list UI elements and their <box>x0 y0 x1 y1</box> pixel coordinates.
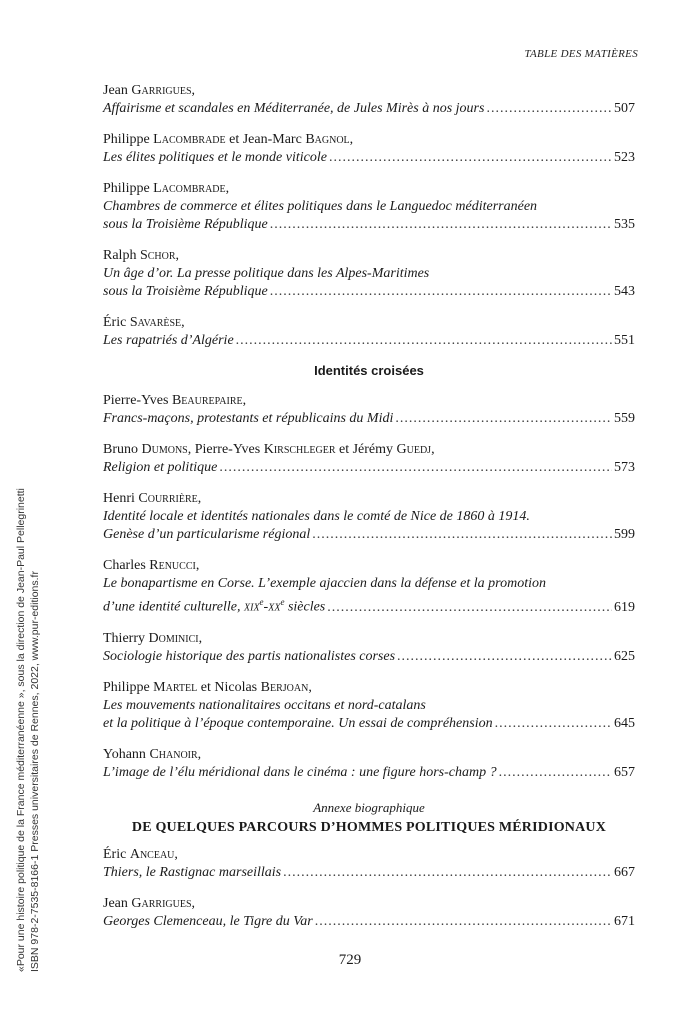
toc-entry-author: Yohann Chanoir, <box>103 746 202 762</box>
toc-entry-title: Les rapatriés d’Algérie ..... 551 <box>103 332 635 350</box>
running-head: TABLE DES MATIÈRES <box>524 48 638 60</box>
toc-entry[interactable] <box>103 557 635 617</box>
author-surname: Savarèse <box>129 315 182 330</box>
author-surname: Garrigues <box>131 83 192 98</box>
toc-entry-page: 543 <box>614 284 635 299</box>
dot-leader <box>499 764 612 782</box>
author-surname: Bagnol <box>305 132 350 147</box>
dot-leader <box>495 715 612 733</box>
toc-entry-title: Les mouvements nationalitaires occitans et nord-catalans <box>103 697 426 713</box>
toc-entry-author: Éric Anceau, <box>103 846 178 862</box>
toc-entry[interactable] <box>103 247 635 301</box>
toc-entry[interactable] <box>103 314 635 350</box>
author-surname: Beaurepaire <box>171 393 243 408</box>
author-surname: Chanoir <box>149 746 198 762</box>
toc-entry-title: Francs-maçons, protestants et républicains du Midi ..... 559 <box>103 410 635 428</box>
toc-entry[interactable] <box>103 746 635 782</box>
toc-entry-page: 667 <box>614 864 635 880</box>
toc-group-identites <box>103 392 635 782</box>
author-surname: Dominici <box>148 630 199 646</box>
author-surname: Schor <box>139 248 176 263</box>
toc-entry-title: Religion et politique ..... 573 <box>103 459 635 477</box>
toc-entry[interactable] <box>103 131 635 167</box>
dot-leader <box>270 216 612 234</box>
toc-group-main <box>103 82 635 350</box>
toc-entry-author: Éric Savarèse, <box>103 315 185 330</box>
toc-entry-page: 523 <box>614 150 635 165</box>
author-surname: Kirschleger <box>263 442 336 457</box>
toc-entry-author: Charles Renucci, <box>103 558 200 573</box>
dot-leader <box>315 913 612 931</box>
toc-entry-title: Affairisme et scandales en Méditerranée, de Jules Mirès à nos jours ..... 507 <box>103 100 635 118</box>
toc-entry-title: Chambres de commerce et élites politiques dans le Languedoc méditerranéen <box>103 199 538 214</box>
toc-entry-page: 551 <box>614 333 635 348</box>
author-surname: Martel <box>153 679 198 695</box>
author-surname: Lacombrade <box>153 181 226 196</box>
toc-entry-title: Les élites politiques et le monde viticole ..... 523 <box>103 149 635 167</box>
toc-entry-title: Un âge d’or. La presse politique dans les Alpes-Maritimes <box>103 266 430 281</box>
toc-entry-author: Jean Garrigues, <box>103 83 196 98</box>
toc-entry-page: 657 <box>614 764 635 780</box>
toc-entry-author: Thierry Dominici, <box>103 630 203 646</box>
annexe-title: DE QUELQUES PARCOURS D’HOMMES POLITIQUES MÉRIDIONAUX <box>131 819 607 835</box>
toc-entry-page: 559 <box>614 411 635 426</box>
dot-leader <box>329 149 612 167</box>
toc-entry-page: 671 <box>614 913 635 929</box>
author-surname: Courrière <box>138 491 198 506</box>
author-surname: Renucci <box>149 558 196 573</box>
toc-entry-title: Genèse d’un particularisme régional ..... 599 <box>103 526 635 544</box>
toc-entry-title: Identité locale et identités nationales dans le comté de Nice de 1860 à 1914. <box>103 509 530 524</box>
toc-entry[interactable] <box>103 846 635 882</box>
toc-entry-author: Jean Garrigues, <box>103 895 196 911</box>
toc-entry-page: 507 <box>614 101 635 116</box>
toc-entry-author: Philippe Lacombrade, <box>103 181 230 196</box>
dot-leader <box>283 864 612 882</box>
author-surname: Anceau <box>129 846 175 862</box>
toc-entry-title: Sociologie historique des partis nationalistes corses ..... 625 <box>103 648 635 666</box>
page-number: 729 <box>338 952 362 968</box>
toc-entry-title: sous la Troisième République ..... 535 <box>103 216 635 234</box>
dot-leader <box>270 283 612 301</box>
toc-entry-title: Thiers, le Rastignac marseillais ..... 667 <box>103 864 635 882</box>
annexe-label: Annexe biographique <box>313 799 425 815</box>
toc-entry[interactable] <box>103 895 635 931</box>
toc-entry-author: Pierre-Yves Beaurepaire, <box>103 393 247 408</box>
toc-entry-author: Philippe Lacombrade et Jean-Marc Bagnol, <box>103 132 354 147</box>
toc-entry-page: 573 <box>614 460 635 475</box>
toc-entry-title: sous la Troisième République ..... 543 <box>103 283 635 301</box>
toc-entry-page: 645 <box>614 715 635 731</box>
dot-leader <box>312 526 612 544</box>
author-surname: Garrigues <box>131 895 192 911</box>
dot-leader <box>219 459 612 477</box>
toc-entry-page: 619 <box>614 599 635 615</box>
dot-leader <box>397 648 612 666</box>
toc-entry-title: L’image de l’élu méridional dans le cinéma : une figure hors-champ ? ..... 657 <box>103 764 635 782</box>
toc-entry[interactable] <box>103 392 635 428</box>
table-of-contents <box>103 82 635 944</box>
side-note-line-2: ISBN 978-2-7535-8166-1 Presses universitaires de Rennes, 2022, www.pur-editions.fr <box>29 571 41 972</box>
toc-entry-title: Le bonapartisme en Corse. L’exemple ajaccien dans la défense et la promotion <box>103 576 546 591</box>
toc-entry-author: Bruno Dumons, Pierre-Yves Kirschleger et Jérémy Guedj, <box>103 442 435 457</box>
toc-group-annexe <box>103 846 635 931</box>
section-heading: Identités croisées <box>314 363 424 378</box>
dot-leader <box>486 100 612 118</box>
dot-leader <box>236 332 612 350</box>
toc-entry[interactable] <box>103 630 635 666</box>
toc-entry-page: 535 <box>614 217 635 232</box>
toc-entry-page: 599 <box>614 527 635 542</box>
author-surname: Berjoan <box>260 679 309 695</box>
side-note <box>14 412 42 972</box>
toc-entry[interactable] <box>103 441 635 477</box>
toc-entry-author: Philippe Martel et Nicolas Berjoan, <box>103 679 312 695</box>
toc-entry[interactable] <box>103 180 635 234</box>
toc-entry[interactable] <box>103 82 635 118</box>
toc-entry-author: Ralph Schor, <box>103 248 180 263</box>
toc-entry-title: Georges Clemenceau, le Tigre du Var ..... 671 <box>103 913 635 931</box>
author-surname: Lacombrade <box>153 132 226 147</box>
author-surname: Guedj <box>396 442 432 457</box>
toc-entry-title: et la politique à l’époque contemporaine. Un essai de compréhension ..... 645 <box>103 715 635 733</box>
toc-entry[interactable] <box>103 679 635 733</box>
toc-entry-page: 625 <box>614 648 635 664</box>
toc-entry[interactable] <box>103 490 635 544</box>
toc-entry-title: d’une identité culturelle, $xix^e-xx^e$ siècles ..... 619 <box>103 593 635 617</box>
dot-leader <box>327 599 612 617</box>
toc-entry-author: Henri Courrière, <box>103 491 202 506</box>
side-note-line-1: «Pour une histoire politique de la France méditerranéenne », sous la direction de Jean-Paul Pellegrinetti <box>15 488 27 972</box>
dot-leader <box>395 410 612 428</box>
author-surname: Dumons <box>141 442 188 457</box>
